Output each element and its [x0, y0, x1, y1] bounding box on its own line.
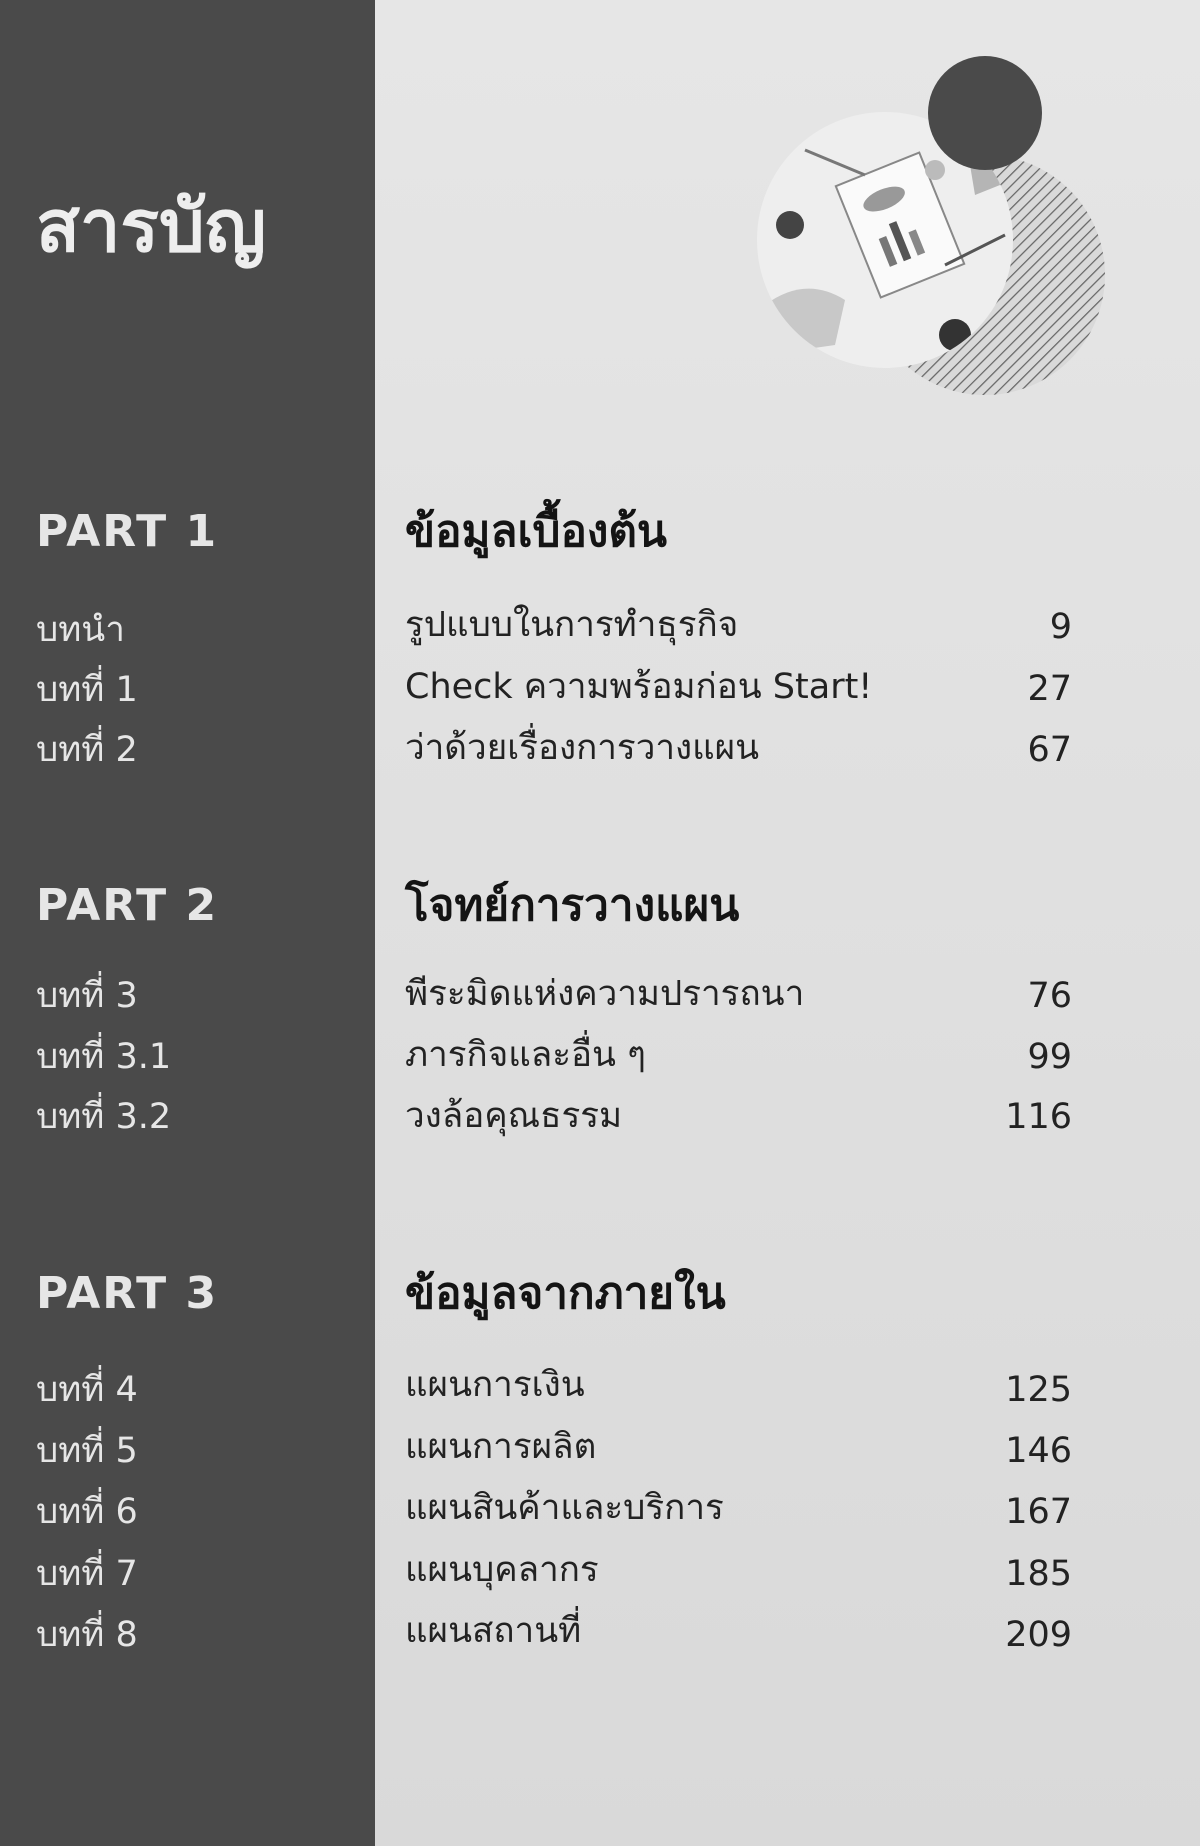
- part-1-label: PART 1: [36, 506, 219, 557]
- chapter-label: บทที่ 5: [36, 1431, 138, 1471]
- chapter-page-number: 99: [1027, 1037, 1072, 1077]
- chapter-title[interactable]: แผนการผลิต: [405, 1427, 597, 1467]
- chapter-label: บทที่ 4: [36, 1370, 138, 1410]
- chapter-title[interactable]: Check ความพร้อมก่อน Start!: [405, 667, 873, 707]
- chapter-label: บทที่ 1: [36, 670, 138, 710]
- chapter-title[interactable]: รูปแบบในการทำธุรกิจ: [405, 605, 739, 645]
- chapter-page-number: 9: [1049, 607, 1072, 647]
- part-2-heading: โจทย์การวางแผน: [405, 880, 740, 931]
- part-3-heading: ข้อมูลจากภายใน: [405, 1268, 726, 1319]
- chapter-page-number: 146: [1005, 1431, 1072, 1471]
- chapter-label: บทที่ 3: [36, 976, 138, 1016]
- chapter-label: บทที่ 7: [36, 1554, 138, 1594]
- chapter-page-number: 27: [1027, 669, 1072, 709]
- chapter-title[interactable]: แผนสินค้าและบริการ: [405, 1488, 724, 1528]
- chapter-title[interactable]: พีระมิดแห่งความปรารถนา: [405, 974, 805, 1014]
- chapter-title[interactable]: ภารกิจและอื่น ๆ: [405, 1035, 646, 1075]
- business-meeting-photo-icon: [745, 55, 1105, 395]
- toc-title: สารบัญ: [36, 184, 267, 268]
- part-1-heading: ข้อมูลเบื้องต้น: [405, 506, 668, 557]
- chapter-label: บทที่ 8: [36, 1615, 138, 1655]
- chapter-page-number: 116: [1005, 1097, 1072, 1137]
- chapter-title[interactable]: แผนสถานที่: [405, 1611, 582, 1651]
- chapter-page-number: 125: [1005, 1370, 1072, 1410]
- chapter-label: บทที่ 3.1: [36, 1037, 172, 1077]
- chapter-title[interactable]: ว่าด้วยเรื่องการวางแผน: [405, 728, 760, 768]
- chapter-page-number: 185: [1005, 1554, 1072, 1594]
- chapter-page-number: 67: [1027, 730, 1072, 770]
- chapter-label: บทที่ 3.2: [36, 1097, 172, 1137]
- chapter-label: บทที่ 6: [36, 1492, 138, 1532]
- chapter-page-number: 76: [1027, 976, 1072, 1016]
- chapter-title[interactable]: แผนการเงิน: [405, 1365, 585, 1405]
- chapter-title[interactable]: แผนบุคลากร: [405, 1550, 599, 1590]
- chapter-page-number: 167: [1005, 1492, 1072, 1532]
- chapter-label: บทที่ 2: [36, 730, 138, 770]
- part-2-label: PART 2: [36, 880, 219, 931]
- part-3-label: PART 3: [36, 1268, 219, 1319]
- chapter-title[interactable]: วงล้อคุณธรรม: [405, 1096, 623, 1136]
- chapter-label: บทนำ: [36, 610, 125, 650]
- chapter-page-number: 209: [1005, 1615, 1072, 1655]
